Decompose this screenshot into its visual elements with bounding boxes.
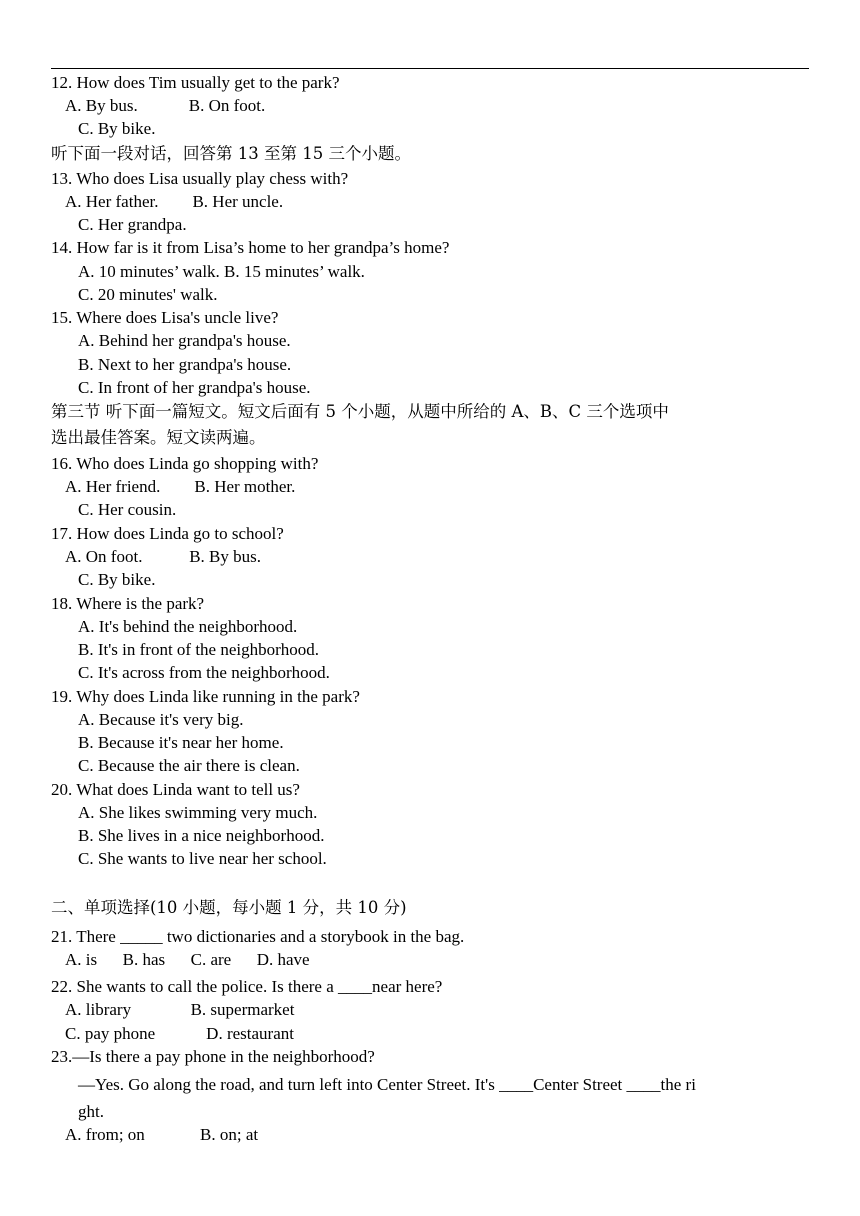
option-line: A. She likes swimming very much. — [78, 803, 318, 822]
dialogue-line-cont: ght. — [78, 1102, 104, 1121]
question-22: 22. She wants to call the police. Is there a ____near here? — [51, 977, 443, 996]
question-14: 14. How far is it from Lisa’s home to her grandpa’s home? — [51, 238, 450, 257]
option-line: C. She wants to live near her school. — [78, 849, 327, 868]
option-line: A. Behind her grandpa's house. — [78, 331, 291, 350]
option-line: B. Next to her grandpa's house. — [78, 355, 292, 374]
option-line: A. is B. has C. are D. have — [65, 950, 310, 969]
option-line: C. Her grandpa. — [78, 215, 187, 234]
option-line: C. pay phone D. restaurant — [65, 1024, 294, 1043]
option-line: C. It's across from the neighborhood. — [78, 663, 330, 682]
option-line: C. In front of her grandpa's house. — [78, 378, 311, 397]
question-17: 17. How does Linda go to school? — [51, 524, 284, 543]
option-line: A. Her friend. B. Her mother. — [65, 477, 296, 496]
option-line: B. Because it's near her home. — [78, 733, 284, 752]
question-13: 13. Who does Lisa usually play chess with? — [51, 169, 349, 188]
option-line: B. It's in front of the neighborhood. — [78, 640, 320, 659]
option-line: C. By bike. — [78, 570, 156, 589]
option-line: A. Her father. B. Her uncle. — [65, 192, 284, 211]
dialogue-line: —Yes. Go along the road, and turn left into Center Street. It's ____Center Street ____the ri — [78, 1075, 696, 1094]
section-heading-cont: 选出最佳答案。短文读两遍。 — [51, 428, 266, 447]
option-line: A. 10 minutes’ walk. B. 15 minutes’ walk. — [78, 262, 365, 281]
option-line: A. library B. supermarket — [65, 1000, 295, 1019]
section-instruction: 听下面一段对话，回答第 13 至第 15 三个小题。 — [51, 144, 411, 163]
option-line: C. 20 minutes' walk. — [78, 285, 218, 304]
question-18: 18. Where is the park? — [51, 594, 205, 613]
question-23: 23.—Is there a pay phone in the neighborhood? — [51, 1047, 375, 1066]
option-line: B. She lives in a nice neighborhood. — [78, 826, 325, 845]
option-line: C. Because the air there is clean. — [78, 756, 300, 775]
option-line: A. On foot. B. By bus. — [65, 547, 261, 566]
question-15: 15. Where does Lisa's uncle live? — [51, 308, 279, 327]
question-16: 16. Who does Linda go shopping with? — [51, 454, 319, 473]
option-line: A. from; on B. on; at — [65, 1125, 259, 1144]
question-12: 12. How does Tim usually get to the park? — [51, 73, 340, 92]
section-heading: 第三节 听下面一篇短文。短文后面有 5 个小题，从题中所给的 A、B、C 三个选项中 — [51, 402, 669, 421]
option-line: A. By bus. B. On foot. — [65, 96, 266, 115]
option-line: C. Her cousin. — [78, 500, 177, 519]
part-two-heading: 二、单项选择(10 小题，每小题 1 分，共 10 分) — [51, 898, 407, 917]
option-line: A. Because it's very big. — [78, 710, 244, 729]
header-rule — [51, 68, 809, 69]
question-20: 20. What does Linda want to tell us? — [51, 780, 300, 799]
option-line: C. By bike. — [78, 119, 156, 138]
option-line: A. It's behind the neighborhood. — [78, 617, 298, 636]
question-21: 21. There _____ two dictionaries and a storybook in the bag. — [51, 927, 465, 946]
question-19: 19. Why does Linda like running in the park? — [51, 687, 360, 706]
